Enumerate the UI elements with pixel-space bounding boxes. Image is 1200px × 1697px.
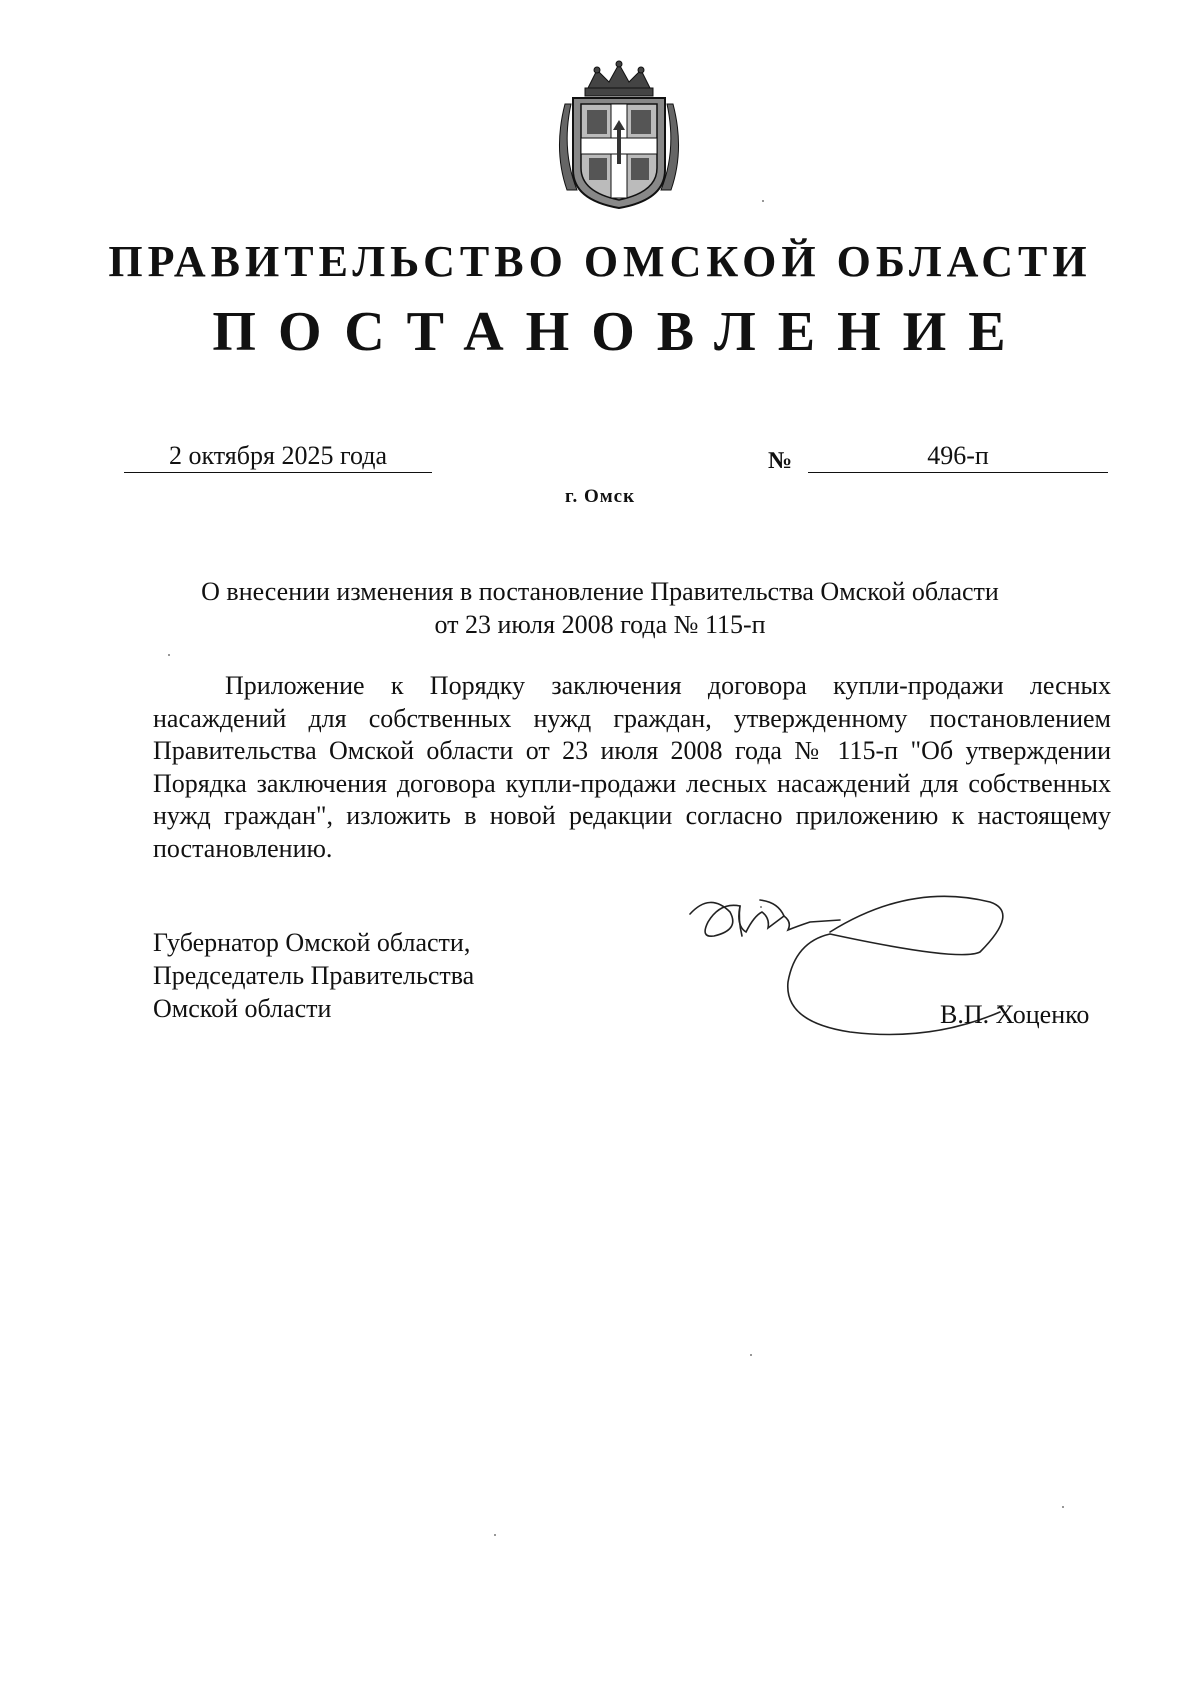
signer-position-line-2: Председатель Правительства bbox=[153, 961, 475, 990]
signer-position-line-1: Губернатор Омской области, bbox=[153, 928, 471, 957]
scan-speck bbox=[760, 906, 762, 908]
document-city: г. Омск bbox=[564, 486, 636, 507]
scan-speck bbox=[762, 200, 764, 202]
subject-line-1: О внесении изменения в постановление Правительства Омской области bbox=[201, 577, 999, 606]
number-label: № bbox=[768, 448, 793, 474]
scan-speck bbox=[494, 1534, 496, 1536]
scan-speck bbox=[168, 654, 170, 656]
government-title: ПРАВИТЕЛЬСТВО ОМСКОЙ ОБЛАСТИ bbox=[108, 237, 1092, 286]
handwritten-signature bbox=[680, 872, 1100, 1072]
scan-speck bbox=[1062, 1506, 1064, 1508]
subject-line-2: от 23 июля 2008 года № 115-п bbox=[434, 610, 766, 639]
signer-name: В.П. Хоценко bbox=[940, 1000, 1090, 1029]
body-paragraph: Приложение к Порядку заключения договора купли-продажи лесных насаждений для собственных нужд граждан, утвержденному постановлением Правительства Омской области от 23 июля 2008 года № 115-п "Об утверждении Порядка заключения договора купли-продажи лесных насаждений для собственных нужд граждан", изложить в новой редакции согласно приложению к настоящему постановлению. bbox=[153, 671, 1111, 863]
document-subject bbox=[0, 575, 1200, 641]
document-number: 496-п bbox=[808, 440, 1108, 473]
document-date: 2 октября 2025 года bbox=[124, 440, 432, 473]
signer-position bbox=[153, 926, 474, 1025]
document-type-title: ПОСТАНОВЛЕНИЕ bbox=[212, 301, 1028, 363]
signer-position-line-3: Омской области bbox=[153, 994, 332, 1023]
omsk-coat-of-arms-icon bbox=[557, 60, 682, 210]
scan-speck bbox=[750, 1354, 752, 1356]
